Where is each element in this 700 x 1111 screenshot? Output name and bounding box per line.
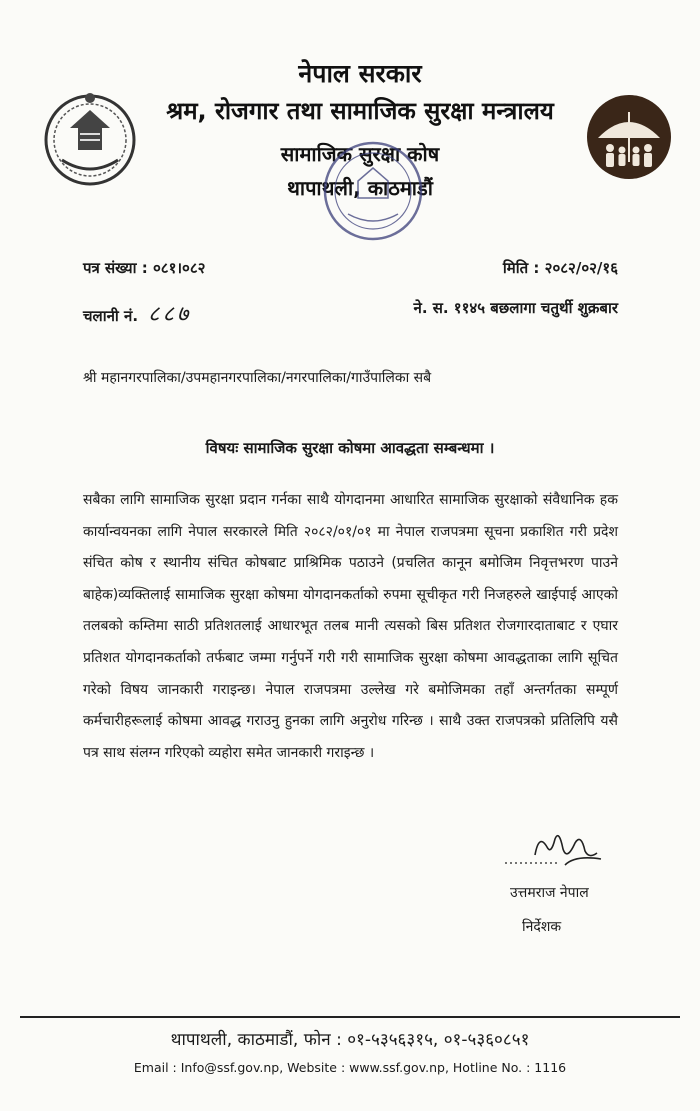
letter-body: सबैका लागि सामाजिक सुरक्षा प्रदान गर्नका साथै योगदानमा आधारित सामाजिक सुरक्षाको संवैधानिक हक कार्यान्वयनका लागि नेपाल सरकारले मिति २०८२/०१/०१ मा नेपाल राजपत्रमा सूचना प्रकाशित गरी प्रदेश संचित कोष र स्थानीय संचित कोषबाट प्राश्रिमिक पठाउने (प्रचलित कानून बमोजिम निवृत्तभरण पाउने बाहेक)व्यक्तिलाई सामाजिक सुरक्षा कोषमा योगदानकर्ताको रुपमा सूचीकृत गरी निजहरुले खाईपाई आएको तलबको कम्तिमा साठी प्रतिशतलाई आधारभूत तलब मानी त्यसको बिस प्रतिशत रोजगारदाताबाट र एघार प्रतिशत योगदानकर्ताको तर्फबाट जम्मा गर्नुपर्ने गरी गरी सामाजिक सुरक्षा कोषमा आवद्धताका लागि सूचित गरेको विषय जानकारी गराइन्छ। नेपाल राजपत्रमा उल्लेख गरे बमोजिमका तहाँ अन्तर्गतका सम्पूर्ण कर्मचारीहरूलाई कोषमा आवद्ध गराउनु हुनका लागि अनुरोध गरिन्छ । साथै उक्त राजपत्रको प्रतिलिपि यसै पत्र साथ संलग्न गरिएको व्यहोरा समेत जानकारी गराइन्छ । [83,492,618,761]
org-line-location: थापाथली, काठमाडौं [287,176,433,200]
nepal-samvat-date: ने. स. ११४५ बछलागा चतुर्थी शुक्रबार [413,299,618,317]
official-stamp-icon [318,136,428,246]
footer-contact: Email : Info@ssf.gov.np, Website : www.ssf.gov.np, Hotline No. : 1116 [133,1060,567,1075]
signatory-name: उत्तमराज नेपाल [510,885,589,901]
org-line-fund: सामाजिक सुरक्षा कोष [280,142,440,166]
footer-divider [20,1016,680,1018]
dispatch-number [83,298,191,328]
letter-date: मिति : २०८२/०२/१६ [502,259,618,277]
subject-line: विषयः सामाजिक सुरक्षा कोषमा आवद्धता सम्बन्धमा । [205,439,495,457]
dispatch-label: चलानी नं. [83,307,139,325]
footer-address: थापाथली, काठमाडौं, फोन : ०१-५३५६३१५, ०१-५३६०८५१ [170,1030,530,1050]
ssf-logo-icon [584,92,674,182]
nepal-government-emblem-icon [40,88,140,188]
handwritten-signature-icon [505,825,615,875]
addressee: श्री महानगरपालिका/उपमहानगरपालिका/नगरपालिका/गाउँपालिका सबै [83,370,432,386]
dispatch-value: ८८७ [148,302,192,327]
signatory-title: निर्देशक [522,919,562,935]
org-line-government: नेपाल सरकार [298,59,422,88]
org-line-ministry: श्रम, रोजगार तथा सामाजिक सुरक्षा मन्त्रालय [166,97,554,125]
letter-number: पत्र संख्या : ०८१।०८२ [83,259,206,277]
